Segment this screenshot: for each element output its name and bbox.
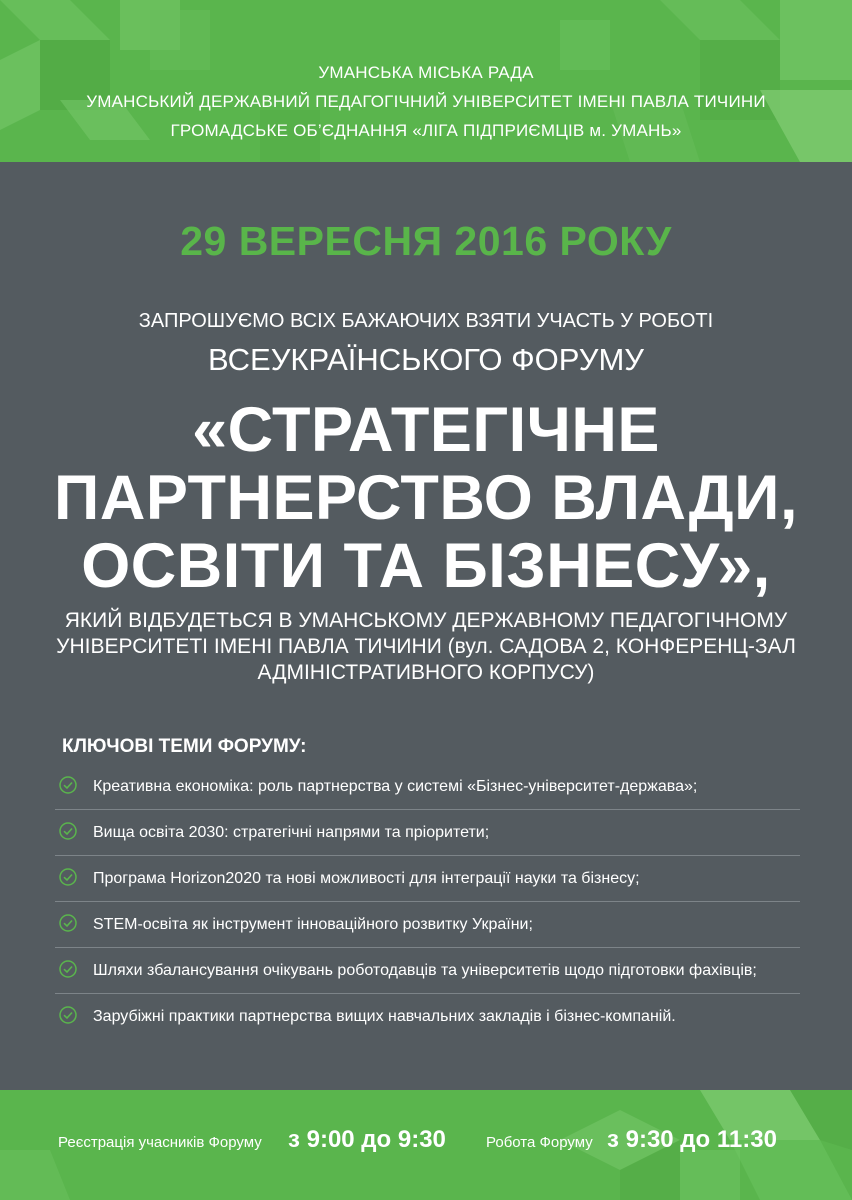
work-label: Робота Форуму: [486, 1134, 593, 1151]
topic-item: [55, 810, 800, 856]
topic-item: [55, 948, 800, 994]
organizers: [0, 58, 852, 145]
registration-label: Реєстрація учасників Форуму: [58, 1134, 262, 1151]
topic-item: [55, 856, 800, 902]
forum-title-line-2: ПАРТНЕРСТВО ВЛАДИ,: [54, 463, 798, 533]
check-circle-icon: [59, 868, 77, 886]
check-circle-icon: [59, 822, 77, 840]
check-circle-icon: [59, 914, 77, 932]
venue-line-1: ЯКИЙ ВІДБУДЕТЬСЯ В УМАНСЬКОМУ ДЕРЖАВНОМУ ПЕДАГОГІЧНОМУ: [64, 609, 788, 632]
forum-title-line-3: ОСВІТИ ТА БІЗНЕСУ»,: [81, 531, 771, 601]
forum-name: ВСЕУКРАЇНСЬКОГО ФОРУМУ: [208, 342, 644, 377]
topic-item: [55, 902, 800, 948]
schedule: [0, 1124, 852, 1160]
forum-title-line-1: «СТРАТЕГІЧНЕ: [192, 395, 660, 465]
topic-text: Зарубіжні практики партнерства вищих навчальних закладів і бізнес-компаній.: [93, 1008, 676, 1025]
check-circle-icon: [59, 960, 77, 978]
event-date: 29 ВЕРЕСНЯ 2016 РОКУ: [180, 218, 672, 264]
organizer-line-2: УМАНСЬКИЙ ДЕРЖАВНИЙ ПЕДАГОГІЧНИЙ УНІВЕРСИТЕТ ІМЕНІ ПАВЛА ТИЧИНИ: [86, 92, 766, 111]
topics-heading: КЛЮЧОВІ ТЕМИ ФОРУМУ:: [62, 736, 307, 757]
venue: [0, 608, 852, 686]
work-time: з 9:30 до 11:30: [607, 1126, 777, 1153]
topic-item: [55, 764, 800, 810]
check-circle-icon: [59, 776, 77, 794]
check-circle-icon: [59, 1006, 77, 1024]
header-band: [0, 0, 852, 162]
forum-title: [0, 396, 852, 600]
topic-text: Вища освіта 2030: стратегічні напрями та пріоритети;: [93, 824, 490, 841]
topic-item: [55, 994, 800, 1039]
invite-text: ЗАПРОШУЄМО ВСІХ БАЖАЮЧИХ ВЗЯТИ УЧАСТЬ У РОБОТІ: [138, 310, 714, 332]
topic-text: STEM-освіта як інструмент інноваційного розвитку України;: [93, 916, 533, 933]
registration-time: з 9:00 до 9:30: [288, 1126, 446, 1153]
topic-text: Програма Horizon2020 та нові можливості для інтеграції науки та бізнесу;: [93, 870, 640, 887]
venue-line-3: АДМІНІСТРАТИВНОГО КОРПУСУ): [257, 661, 595, 684]
organizer-line-3: ГРОМАДСЬКЕ ОБ’ЄДНАННЯ «ЛІГА ПІДПРИЄМЦІВ м. УМАНЬ»: [170, 121, 682, 140]
venue-line-2: УНІВЕРСИТЕТІ ІМЕНІ ПАВЛА ТИЧИНИ (вул. САДОВА 2, КОНФЕРЕНЦ-ЗАЛ: [56, 635, 796, 658]
topic-text: Креативна економіка: роль партнерства у системі «Бізнес-університет-держава»;: [93, 778, 698, 795]
topic-text: Шляхи збалансування очікувань роботодавців та університетів щодо підготовки фахівців;: [93, 962, 757, 979]
topics-list: [55, 764, 800, 1039]
organizer-line-1: УМАНСЬКА МІСЬКА РАДА: [318, 63, 534, 82]
